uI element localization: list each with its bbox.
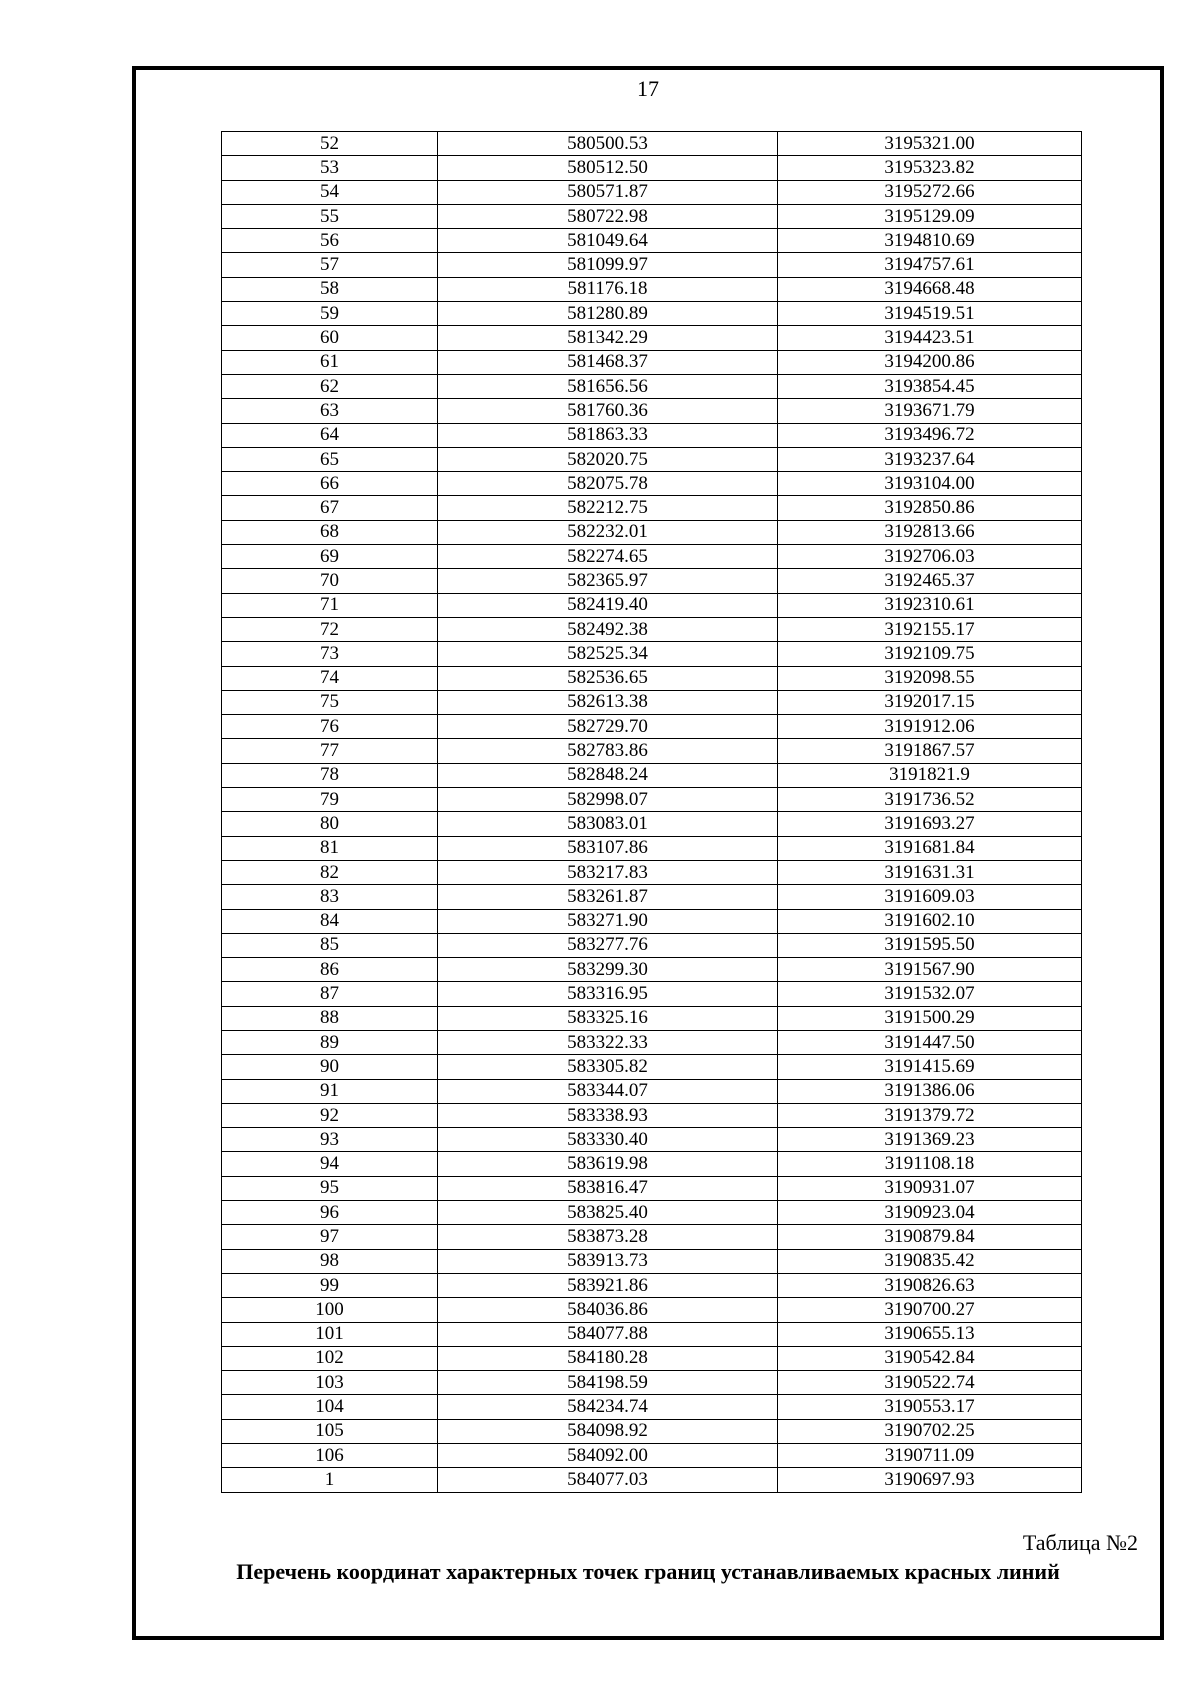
y-coordinate-cell: 3191567.90	[778, 958, 1082, 982]
y-coordinate-cell: 3192098.55	[778, 666, 1082, 690]
x-coordinate-cell: 582212.75	[438, 496, 778, 520]
point-number-cell: 54	[222, 180, 438, 204]
point-number-cell: 74	[222, 666, 438, 690]
y-coordinate-cell: 3192813.66	[778, 520, 1082, 544]
x-coordinate-cell: 583271.90	[438, 909, 778, 933]
table-title: Перечень координат характерных точек границ устанавливаемых красных линий	[236, 1559, 1060, 1584]
y-coordinate-cell: 3195272.66	[778, 180, 1082, 204]
point-number-cell: 102	[222, 1346, 438, 1370]
point-number-cell: 60	[222, 326, 438, 350]
table-row	[222, 350, 1082, 374]
point-number-cell: 72	[222, 617, 438, 641]
x-coordinate-cell: 581280.89	[438, 302, 778, 326]
point-number-cell: 96	[222, 1201, 438, 1225]
y-coordinate-cell: 3191681.84	[778, 836, 1082, 860]
point-number-cell: 69	[222, 545, 438, 569]
point-number-cell: 58	[222, 277, 438, 301]
point-number-cell: 100	[222, 1298, 438, 1322]
point-number-cell: 57	[222, 253, 438, 277]
table-row	[222, 617, 1082, 641]
point-number-cell: 68	[222, 520, 438, 544]
y-coordinate-cell: 3191912.06	[778, 715, 1082, 739]
x-coordinate-cell: 584077.03	[438, 1468, 778, 1492]
point-number-cell: 78	[222, 763, 438, 787]
y-coordinate-cell: 3190835.42	[778, 1249, 1082, 1273]
table-row	[222, 788, 1082, 812]
x-coordinate-cell: 583305.82	[438, 1055, 778, 1079]
table-row	[222, 569, 1082, 593]
y-coordinate-cell: 3194668.48	[778, 277, 1082, 301]
y-coordinate-cell: 3193496.72	[778, 423, 1082, 447]
table-row	[222, 958, 1082, 982]
table-row	[222, 229, 1082, 253]
x-coordinate-cell: 580500.53	[438, 132, 778, 156]
point-number-cell: 98	[222, 1249, 438, 1273]
table-row	[222, 1444, 1082, 1468]
x-coordinate-cell: 581176.18	[438, 277, 778, 301]
x-coordinate-cell: 583277.76	[438, 933, 778, 957]
x-coordinate-cell: 582613.38	[438, 690, 778, 714]
table-row	[222, 132, 1082, 156]
x-coordinate-cell: 581468.37	[438, 350, 778, 374]
x-coordinate-cell: 580571.87	[438, 180, 778, 204]
page-frame	[132, 66, 1164, 1640]
x-coordinate-cell: 582998.07	[438, 788, 778, 812]
y-coordinate-cell: 3191532.07	[778, 982, 1082, 1006]
y-coordinate-cell: 3191693.27	[778, 812, 1082, 836]
y-coordinate-cell: 3190923.04	[778, 1201, 1082, 1225]
point-number-cell: 99	[222, 1273, 438, 1297]
table-row	[222, 1152, 1082, 1176]
point-number-cell: 76	[222, 715, 438, 739]
table-row	[222, 399, 1082, 423]
table-row	[222, 1419, 1082, 1443]
point-number-cell: 63	[222, 399, 438, 423]
y-coordinate-cell: 3190702.25	[778, 1419, 1082, 1443]
point-number-cell: 88	[222, 1006, 438, 1030]
y-coordinate-cell: 3191369.23	[778, 1128, 1082, 1152]
point-number-cell: 83	[222, 885, 438, 909]
y-coordinate-cell: 3192850.86	[778, 496, 1082, 520]
x-coordinate-cell: 582525.34	[438, 642, 778, 666]
point-number-cell: 91	[222, 1079, 438, 1103]
coordinates-table	[221, 131, 1082, 1493]
point-number-cell: 64	[222, 423, 438, 447]
y-coordinate-cell: 3190553.17	[778, 1395, 1082, 1419]
point-number-cell: 89	[222, 1030, 438, 1054]
page-number: 17	[637, 76, 659, 101]
point-number-cell: 59	[222, 302, 438, 326]
table-row	[222, 1346, 1082, 1370]
table-row	[222, 933, 1082, 957]
y-coordinate-cell: 3192465.37	[778, 569, 1082, 593]
x-coordinate-cell: 583083.01	[438, 812, 778, 836]
x-coordinate-cell: 583921.86	[438, 1273, 778, 1297]
point-number-cell: 65	[222, 447, 438, 471]
y-coordinate-cell: 3191415.69	[778, 1055, 1082, 1079]
x-coordinate-cell: 583322.33	[438, 1030, 778, 1054]
table-row	[222, 812, 1082, 836]
point-number-cell: 56	[222, 229, 438, 253]
y-coordinate-cell: 3190931.07	[778, 1176, 1082, 1200]
table-row	[222, 642, 1082, 666]
y-coordinate-cell: 3192706.03	[778, 545, 1082, 569]
table-row	[222, 1298, 1082, 1322]
y-coordinate-cell: 3195321.00	[778, 132, 1082, 156]
point-number-cell: 105	[222, 1419, 438, 1443]
x-coordinate-cell: 581099.97	[438, 253, 778, 277]
y-coordinate-cell: 3191821.9	[778, 763, 1082, 787]
y-coordinate-cell: 3191631.31	[778, 860, 1082, 884]
point-number-cell: 67	[222, 496, 438, 520]
y-coordinate-cell: 3191379.72	[778, 1103, 1082, 1127]
table-row	[222, 277, 1082, 301]
table-row	[222, 739, 1082, 763]
point-number-cell: 94	[222, 1152, 438, 1176]
table-row	[222, 447, 1082, 471]
x-coordinate-cell: 583816.47	[438, 1176, 778, 1200]
point-number-cell: 71	[222, 593, 438, 617]
x-coordinate-cell: 582365.97	[438, 569, 778, 593]
table-row	[222, 690, 1082, 714]
y-coordinate-cell: 3190879.84	[778, 1225, 1082, 1249]
point-number-cell: 52	[222, 132, 438, 156]
table-row	[222, 860, 1082, 884]
table-row	[222, 715, 1082, 739]
x-coordinate-cell: 583338.93	[438, 1103, 778, 1127]
point-number-cell: 73	[222, 642, 438, 666]
x-coordinate-cell: 584180.28	[438, 1346, 778, 1370]
table-row	[222, 253, 1082, 277]
x-coordinate-cell: 581656.56	[438, 374, 778, 398]
table-row	[222, 1249, 1082, 1273]
point-number-cell: 101	[222, 1322, 438, 1346]
table-row	[222, 302, 1082, 326]
y-coordinate-cell: 3193237.64	[778, 447, 1082, 471]
point-number-cell: 80	[222, 812, 438, 836]
table-row	[222, 1395, 1082, 1419]
table-row	[222, 423, 1082, 447]
y-coordinate-cell: 3190522.74	[778, 1371, 1082, 1395]
table-row	[222, 1128, 1082, 1152]
point-number-cell: 66	[222, 472, 438, 496]
y-coordinate-cell: 3195323.82	[778, 156, 1082, 180]
table-row	[222, 1322, 1082, 1346]
y-coordinate-cell: 3190711.09	[778, 1444, 1082, 1468]
table-row	[222, 1225, 1082, 1249]
y-coordinate-cell: 3192109.75	[778, 642, 1082, 666]
table-row	[222, 593, 1082, 617]
x-coordinate-cell: 584098.92	[438, 1419, 778, 1443]
table-row	[222, 545, 1082, 569]
point-number-cell: 104	[222, 1395, 438, 1419]
x-coordinate-cell: 581760.36	[438, 399, 778, 423]
table-row	[222, 666, 1082, 690]
point-number-cell: 70	[222, 569, 438, 593]
table-row	[222, 1055, 1082, 1079]
table-row	[222, 1273, 1082, 1297]
point-number-cell: 75	[222, 690, 438, 714]
y-coordinate-cell: 3191609.03	[778, 885, 1082, 909]
table-row	[222, 763, 1082, 787]
x-coordinate-cell: 584036.86	[438, 1298, 778, 1322]
y-coordinate-cell: 3191386.06	[778, 1079, 1082, 1103]
x-coordinate-cell: 583316.95	[438, 982, 778, 1006]
x-coordinate-cell: 583619.98	[438, 1152, 778, 1176]
point-number-cell: 85	[222, 933, 438, 957]
table-row	[222, 472, 1082, 496]
y-coordinate-cell: 3194519.51	[778, 302, 1082, 326]
x-coordinate-cell: 582848.24	[438, 763, 778, 787]
x-coordinate-cell: 581049.64	[438, 229, 778, 253]
y-coordinate-cell: 3195129.09	[778, 204, 1082, 228]
table-row	[222, 836, 1082, 860]
table-row	[222, 909, 1082, 933]
y-coordinate-cell: 3190826.63	[778, 1273, 1082, 1297]
x-coordinate-cell: 582729.70	[438, 715, 778, 739]
table-row	[222, 885, 1082, 909]
y-coordinate-cell: 3190655.13	[778, 1322, 1082, 1346]
x-coordinate-cell: 582274.65	[438, 545, 778, 569]
x-coordinate-cell: 582783.86	[438, 739, 778, 763]
y-coordinate-cell: 3191108.18	[778, 1152, 1082, 1176]
x-coordinate-cell: 581342.29	[438, 326, 778, 350]
x-coordinate-cell: 583261.87	[438, 885, 778, 909]
table-row	[222, 982, 1082, 1006]
x-coordinate-cell: 582536.65	[438, 666, 778, 690]
table-row	[222, 204, 1082, 228]
x-coordinate-cell: 583344.07	[438, 1079, 778, 1103]
x-coordinate-cell: 580512.50	[438, 156, 778, 180]
point-number-cell: 86	[222, 958, 438, 982]
table-row	[222, 1371, 1082, 1395]
y-coordinate-cell: 3193104.00	[778, 472, 1082, 496]
x-coordinate-cell: 582020.75	[438, 447, 778, 471]
table-row	[222, 180, 1082, 204]
point-number-cell: 81	[222, 836, 438, 860]
x-coordinate-cell: 583825.40	[438, 1201, 778, 1225]
table-row	[222, 1468, 1082, 1492]
y-coordinate-cell: 3191595.50	[778, 933, 1082, 957]
x-coordinate-cell: 584077.88	[438, 1322, 778, 1346]
point-number-cell: 90	[222, 1055, 438, 1079]
x-coordinate-cell: 581863.33	[438, 423, 778, 447]
table-row	[222, 156, 1082, 180]
y-coordinate-cell: 3194757.61	[778, 253, 1082, 277]
y-coordinate-cell: 3191500.29	[778, 1006, 1082, 1030]
y-coordinate-cell: 3192155.17	[778, 617, 1082, 641]
point-number-cell: 106	[222, 1444, 438, 1468]
table-row	[222, 326, 1082, 350]
y-coordinate-cell: 3194423.51	[778, 326, 1082, 350]
table-row	[222, 496, 1082, 520]
point-number-cell: 97	[222, 1225, 438, 1249]
y-coordinate-cell: 3191447.50	[778, 1030, 1082, 1054]
point-number-cell: 55	[222, 204, 438, 228]
table-row	[222, 1176, 1082, 1200]
y-coordinate-cell: 3194200.86	[778, 350, 1082, 374]
x-coordinate-cell: 582232.01	[438, 520, 778, 544]
x-coordinate-cell: 583873.28	[438, 1225, 778, 1249]
y-coordinate-cell: 3193671.79	[778, 399, 1082, 423]
point-number-cell: 87	[222, 982, 438, 1006]
x-coordinate-cell: 584198.59	[438, 1371, 778, 1395]
point-number-cell: 61	[222, 350, 438, 374]
table-row	[222, 520, 1082, 544]
table-caption: Таблица №2	[1022, 1530, 1138, 1555]
table-row	[222, 1030, 1082, 1054]
table-row	[222, 374, 1082, 398]
x-coordinate-cell: 582419.40	[438, 593, 778, 617]
point-number-cell: 1	[222, 1468, 438, 1492]
table-row	[222, 1103, 1082, 1127]
y-coordinate-cell: 3192017.15	[778, 690, 1082, 714]
point-number-cell: 92	[222, 1103, 438, 1127]
point-number-cell: 84	[222, 909, 438, 933]
y-coordinate-cell: 3190700.27	[778, 1298, 1082, 1322]
x-coordinate-cell: 584234.74	[438, 1395, 778, 1419]
x-coordinate-cell: 583330.40	[438, 1128, 778, 1152]
point-number-cell: 62	[222, 374, 438, 398]
y-coordinate-cell: 3190542.84	[778, 1346, 1082, 1370]
y-coordinate-cell: 3191736.52	[778, 788, 1082, 812]
point-number-cell: 82	[222, 860, 438, 884]
point-number-cell: 93	[222, 1128, 438, 1152]
y-coordinate-cell: 3194810.69	[778, 229, 1082, 253]
table-row	[222, 1079, 1082, 1103]
x-coordinate-cell: 580722.98	[438, 204, 778, 228]
x-coordinate-cell: 582075.78	[438, 472, 778, 496]
table-row	[222, 1006, 1082, 1030]
point-number-cell: 79	[222, 788, 438, 812]
x-coordinate-cell: 583913.73	[438, 1249, 778, 1273]
coordinates-table-body	[222, 132, 1082, 1493]
point-number-cell: 95	[222, 1176, 438, 1200]
x-coordinate-cell: 583299.30	[438, 958, 778, 982]
x-coordinate-cell: 583217.83	[438, 860, 778, 884]
y-coordinate-cell: 3191602.10	[778, 909, 1082, 933]
y-coordinate-cell: 3193854.45	[778, 374, 1082, 398]
table-row	[222, 1201, 1082, 1225]
y-coordinate-cell: 3191867.57	[778, 739, 1082, 763]
x-coordinate-cell: 582492.38	[438, 617, 778, 641]
x-coordinate-cell: 583107.86	[438, 836, 778, 860]
x-coordinate-cell: 584092.00	[438, 1444, 778, 1468]
y-coordinate-cell: 3192310.61	[778, 593, 1082, 617]
y-coordinate-cell: 3190697.93	[778, 1468, 1082, 1492]
point-number-cell: 53	[222, 156, 438, 180]
point-number-cell: 77	[222, 739, 438, 763]
x-coordinate-cell: 583325.16	[438, 1006, 778, 1030]
point-number-cell: 103	[222, 1371, 438, 1395]
